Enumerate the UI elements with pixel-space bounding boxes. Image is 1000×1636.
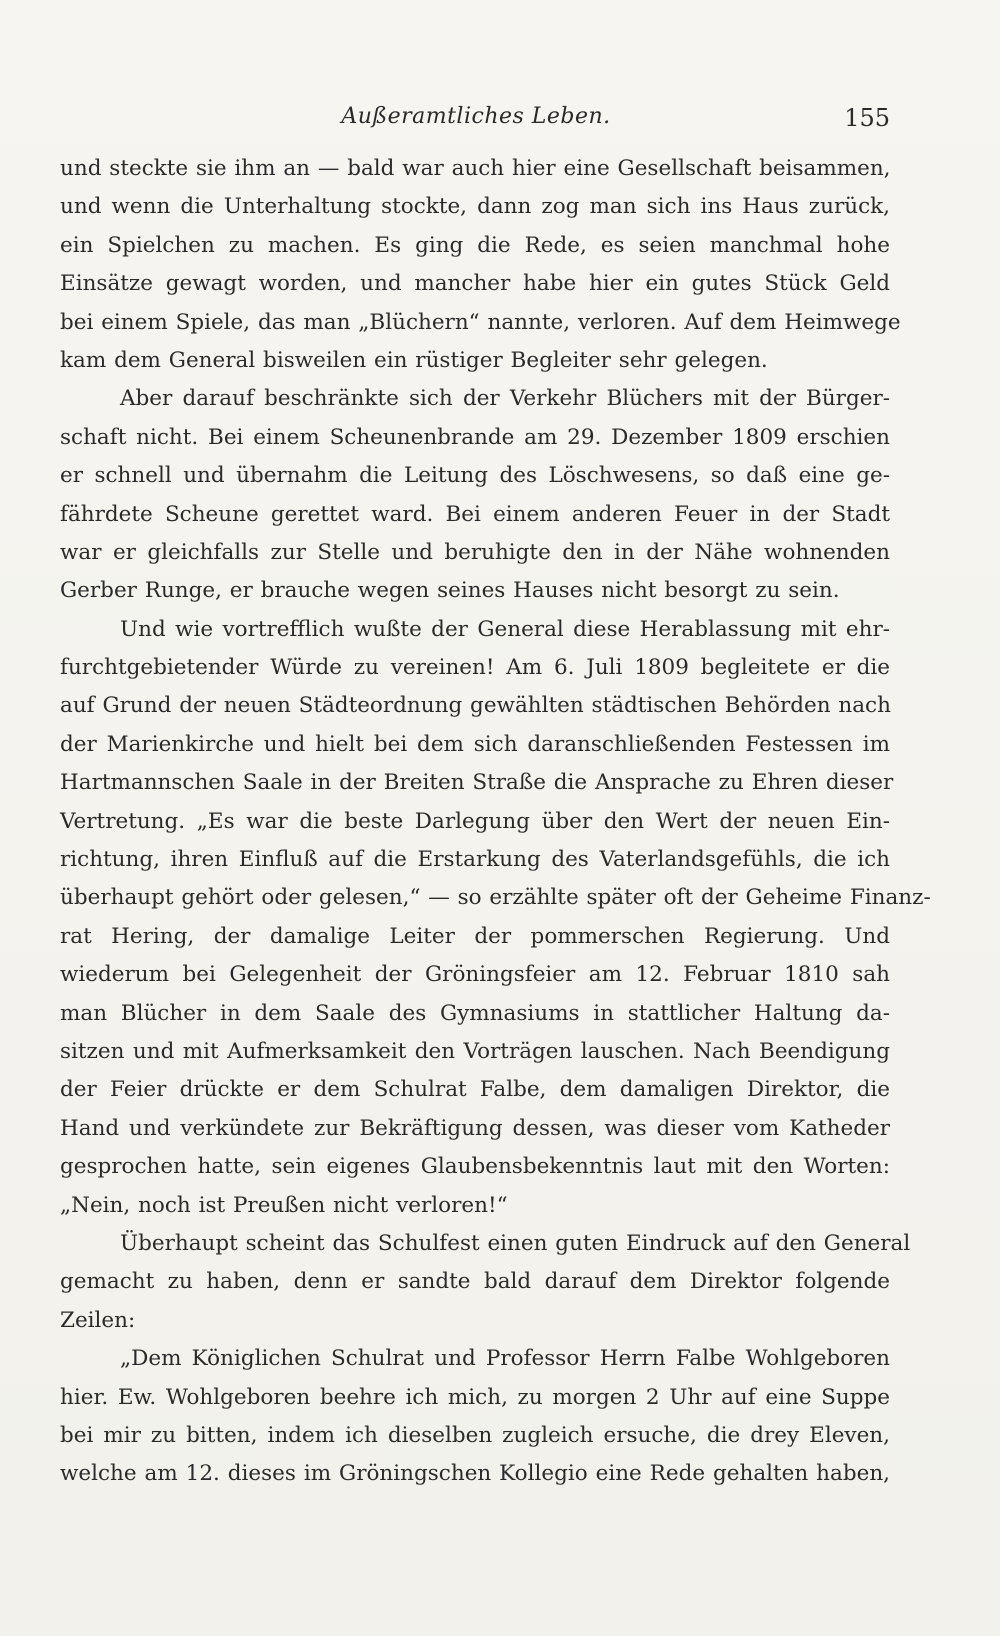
text-line: hier. Ew. Wohlgeboren beehre ich mich, zu morgen 2 Uhr auf eine Suppe: [60, 1384, 890, 1410]
text-line: kam dem General bisweilen ein rüstiger Begleiter sehr gelegen.: [60, 347, 768, 373]
text-line: wiederum bei Gelegenheit der Gröningsfeier am 12. Februar 1810 sah: [60, 962, 890, 988]
text-line: auf Grund der neuen Städteordnung gewählten städtischen Behörden nach: [60, 693, 891, 719]
text-line: der Feier drückte er dem Schulrat Falbe, dem damaligen Direktor, die: [60, 1077, 890, 1103]
text-line: Vertretung. „Es war die beste Darlegung über den Wert der neuen Ein-: [60, 808, 890, 834]
text-line: richtung, ihren Einfluß auf die Erstarkung des Vaterlandsgefühls, die ich: [60, 847, 890, 873]
text-line: furchtgebietender Würde zu vereinen! Am 6. Juli 1809 begleitete er die: [60, 655, 890, 681]
text-line: sitzen und mit Aufmerksamkeit den Vorträgen lauschen. Nach Beendigung: [60, 1038, 890, 1064]
text-line: Hartmannschen Saale in der Breiten Straße die Ansprache zu Ehren dieser: [60, 770, 894, 796]
text-line: man Blücher in dem Saale des Gymnasiums in stattlicher Haltung da-: [60, 1000, 890, 1026]
text-line: bei mir zu bitten, indem ich dieselben zugleich ersuche, die drey Eleven,: [60, 1422, 890, 1448]
text-line: Aber darauf beschränkte sich der Verkehr Blüchers mit der Bürger-: [120, 386, 890, 412]
text-line: „Nein, noch ist Preußen nicht verloren!“: [60, 1192, 508, 1218]
text-line: welche am 12. dieses im Gröningschen Kollegio eine Rede gehalten haben,: [60, 1461, 890, 1487]
body-text: [60, 150, 931, 1494]
text-line: und steckte sie ihm an — bald war auch hier eine Gesellschaft beisammen,: [60, 156, 891, 181]
running-title: Außeramtliches Leben.: [341, 104, 611, 129]
text-line: Hand und verkündete zur Bekräftigung dessen, was dieser vom Katheder: [60, 1115, 890, 1141]
text-line: Zeilen:: [60, 1307, 136, 1333]
page-header: [62, 104, 890, 136]
text-line: und wenn die Unterhaltung stockte, dann zog man sich ins Haus zurück,: [60, 194, 890, 220]
text-line: gesprochen hatte, sein eigenes Glaubensbekenntnis laut mit den Worten:: [60, 1154, 890, 1180]
text-line: der Marienkirche und hielt bei dem sich daranschließenden Festessen im: [60, 731, 890, 757]
text-line: war er gleichfalls zur Stelle und beruhigte den in der Nähe wohnenden: [60, 539, 890, 565]
text-line: fährdete Scheune gerettet ward. Bei einem anderen Feuer in der Stadt: [60, 501, 890, 527]
text-line: Überhaupt scheint das Schulfest einen guten Eindruck auf den General: [120, 1230, 911, 1256]
text-line: gemacht zu haben, denn er sandte bald darauf dem Direktor folgende: [60, 1269, 890, 1295]
text-line: „Dem Königlichen Schulrat und Professor Herrn Falbe Wohlgeboren: [120, 1346, 890, 1372]
text-line: Gerber Runge, er brauche wegen seines Hauses nicht besorgt zu sein.: [60, 578, 840, 604]
text-line: er schnell und übernahm die Leitung des Löschwesens, so daß eine ge-: [60, 463, 890, 489]
page-number: 155: [844, 104, 890, 132]
text-line: überhaupt gehört oder gelesen,“ — so erzählte später oft der Geheime Finanz-: [60, 885, 931, 911]
text-line: rat Hering, der damalige Leiter der pommerschen Regierung. Und: [60, 923, 890, 949]
text-line: Und wie vortrefflich wußte der General diese Herablassung mit ehr-: [120, 616, 890, 642]
text-line: bei einem Spiele, das man „Blüchern“ nannte, verloren. Auf dem Heimwege: [60, 309, 901, 335]
text-line: ein Spielchen zu machen. Es ging die Rede, es seien manchmal hohe: [60, 232, 890, 258]
text-line: Einsätze gewagt worden, und mancher habe hier ein gutes Stück Geld: [60, 271, 890, 297]
text-line: schaft nicht. Bei einem Scheunenbrande am 29. Dezember 1809 erschien: [60, 424, 890, 450]
